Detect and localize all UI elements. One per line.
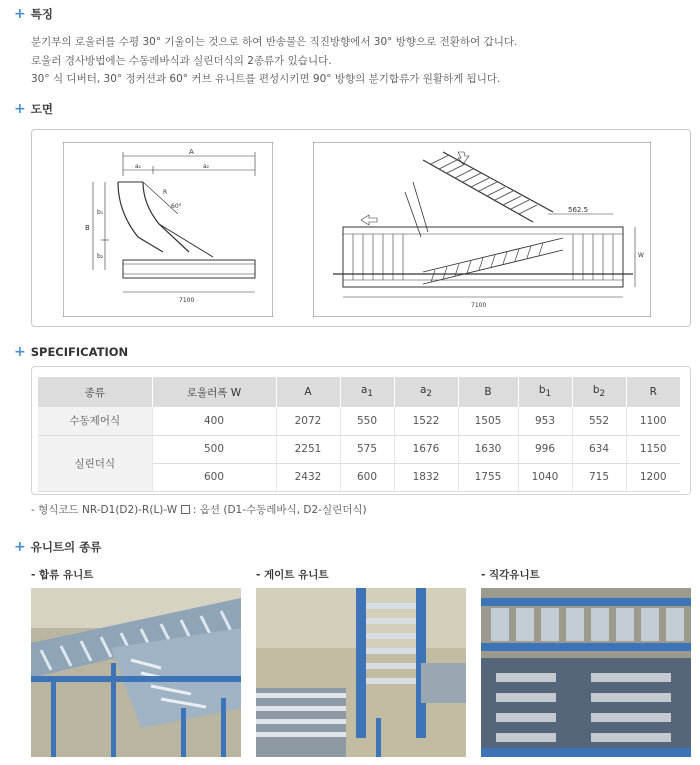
dim-a1-label: a₁ [135,163,142,170]
dim-a-label: A [189,148,194,156]
cell: 1100 [626,407,680,435]
col-header: 로울러폭 W [152,377,276,407]
col-header: $b_1$ [518,377,572,407]
features-title [14,6,53,22]
cell: 2251 [276,435,340,463]
unit-label-merge: - 합류 유니트 [31,569,94,581]
dim-w-label: W [638,252,644,259]
features-title-text: 특징 [30,7,53,21]
units-title [14,539,101,555]
cell: 500 [152,435,276,463]
plus-icon: + [14,6,26,22]
cell: 552 [572,407,626,435]
dim-b-label: B [85,224,90,232]
col-header: B [458,377,518,407]
cell: 1200 [626,463,680,491]
spec-header-row [38,377,680,407]
spec-title [14,345,128,359]
cell: 2432 [276,463,340,491]
cell: 634 [572,435,626,463]
cell: 953 [518,407,572,435]
cell: 600 [340,463,394,491]
cell: 600 [152,463,276,491]
cell: 1832 [394,463,458,491]
cell: 550 [340,407,394,435]
spec-table [38,377,680,492]
model-code-prefix: - 형식코드 NR-D1(D2)-R(L)-W [31,504,178,516]
drawing-title [14,101,53,117]
cell: 수동제어식 [38,407,152,435]
feature-line: 30° 식 디버터, 30° 정커션과 60° 커브 유니트를 편성시키면 90° 방향의 분기합류가 원활하게 됩니다. [31,73,501,85]
radius-label: R [163,189,168,196]
plus-icon: + [14,539,26,555]
col-header: A [276,377,340,407]
plus-icon: + [14,344,26,360]
spec-box [31,366,691,495]
table-row [38,435,680,463]
dim-b1-label: b₁ [97,209,104,216]
cell: 715 [572,463,626,491]
cell: 1676 [394,435,458,463]
plan-drawing [63,142,273,317]
cell: 575 [340,435,394,463]
dim-b2-label: b₂ [97,253,104,260]
cell: 400 [152,407,276,435]
col-header: $a_1$ [340,377,394,407]
side-drawing [313,142,651,317]
width-label: 7100 [179,297,195,304]
cell: 1630 [458,435,518,463]
feature-line: 분기부의 로울러를 수평 30° 기울이는 것으로 하여 반송물은 직진방향에서 30° 방향으로 전환하여 갑니다. [31,36,518,48]
cell: 1505 [458,407,518,435]
units-title-text: 유니트의 종류 [30,540,102,554]
cell: 2072 [276,407,340,435]
model-code-suffix: : 옵션 (D1-수동레바식, D2-실린더식) [192,504,367,516]
col-header: $b_2$ [572,377,626,407]
spec-title-text: SPECIFICATION [30,345,129,359]
features-text [31,33,517,89]
drawing-title-text: 도면 [30,102,53,116]
dim-a2-label: a₂ [203,163,210,170]
merge-unit-photo [31,588,241,757]
plus-icon: + [14,101,26,117]
drawing-box [31,129,691,327]
angle-label: 60° [171,203,182,210]
width-label-right: 7100 [471,302,487,309]
cell: 1522 [394,407,458,435]
col-header: 종류 [38,377,152,407]
col-header: $a_2$ [394,377,458,407]
cell: 1755 [458,463,518,491]
cell: 996 [518,435,572,463]
table-row [38,407,680,435]
unit-label-gate: - 게이트 유니트 [256,569,329,581]
col-header: R [626,377,680,407]
cell: 1150 [626,435,680,463]
gate-unit-photo [256,588,466,757]
dim-562-label: 562.5 [568,206,589,214]
feature-line: 로울러 경사방법에는 수동레바식과 실린더식의 2종류가 있습니다. [31,54,332,67]
cell: 실린더식 [38,435,152,491]
model-code-note [31,502,367,517]
right-angle-unit-photo [481,588,691,757]
option-box-icon [181,505,190,514]
cell: 1040 [518,463,572,491]
unit-label-right-angle: - 직각유니트 [481,569,540,581]
